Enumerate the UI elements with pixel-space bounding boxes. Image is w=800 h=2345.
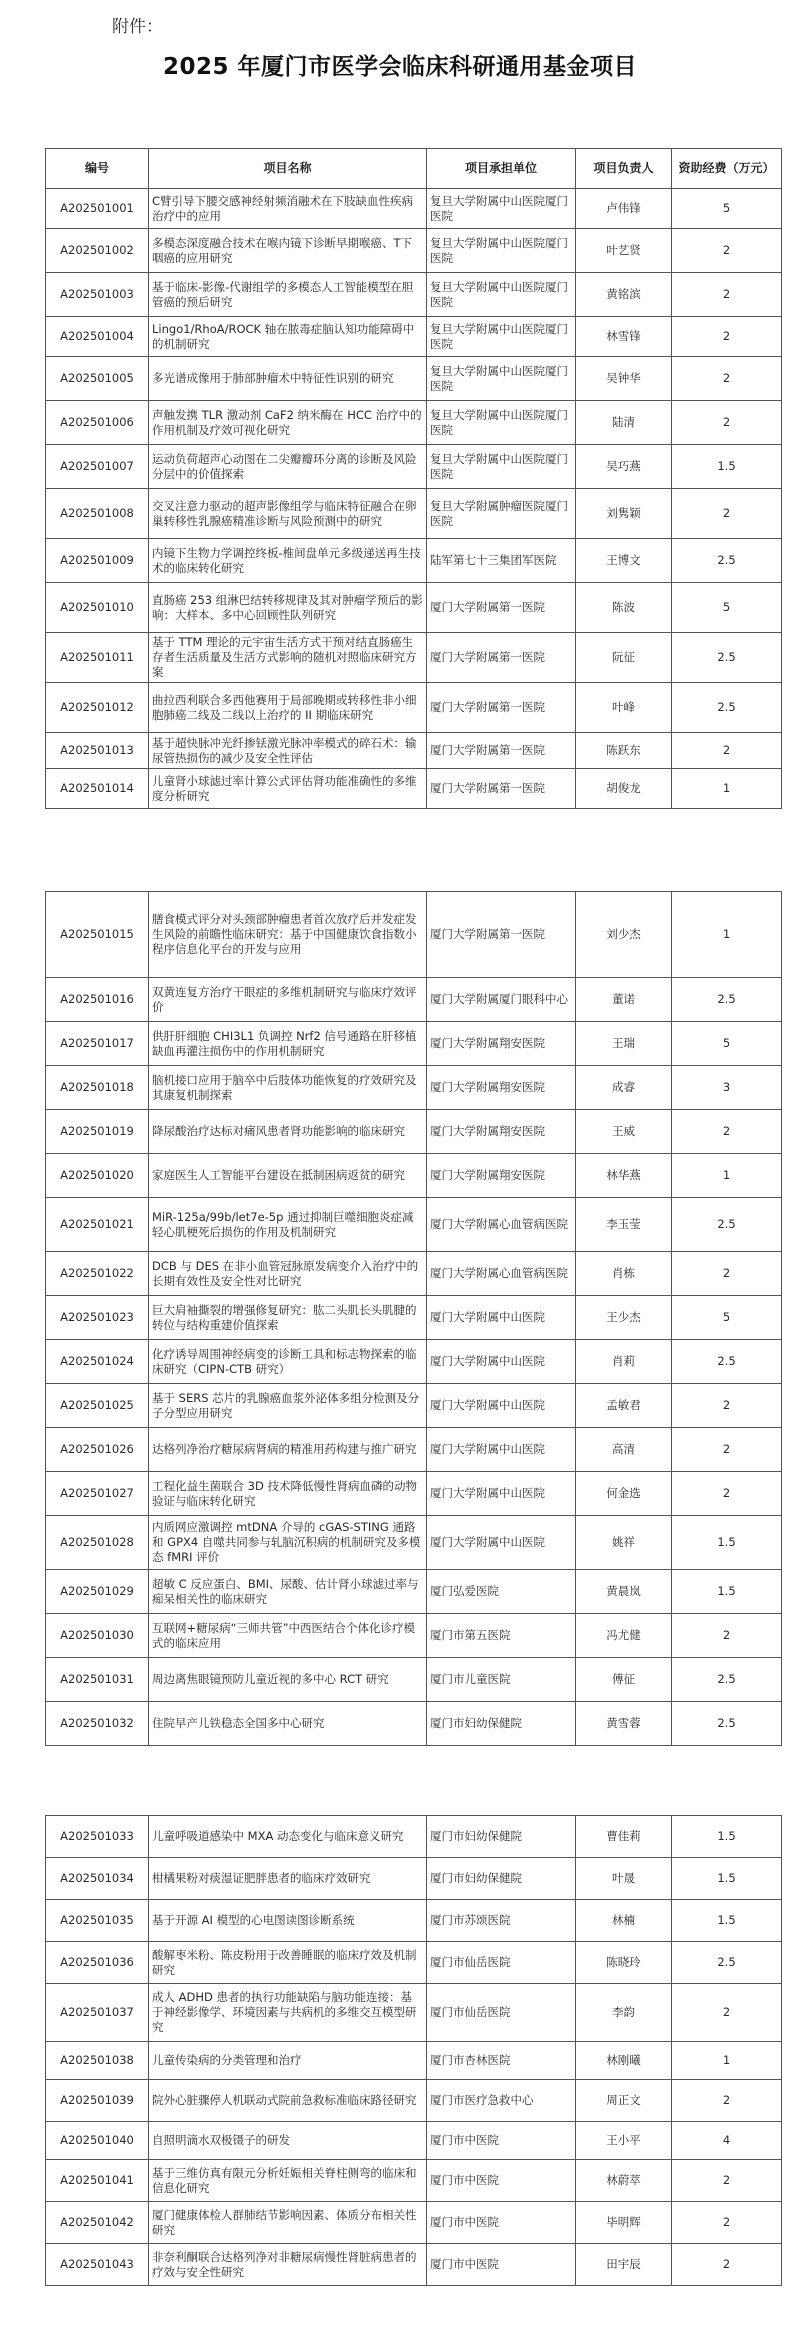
header-unit: 项目承担单位 bbox=[427, 149, 576, 189]
table-row bbox=[46, 583, 782, 633]
table-row bbox=[46, 2042, 782, 2080]
table-row bbox=[46, 1110, 782, 1154]
table-body bbox=[46, 189, 782, 809]
cell-fund: 5 bbox=[672, 1296, 782, 1340]
table-body bbox=[46, 1816, 782, 2286]
cell-code: A202501019 bbox=[46, 1110, 149, 1154]
table-row bbox=[46, 539, 782, 583]
cell-name: 运动负荷超声心动图在二尖瓣瓣环分离的诊断及风险分层中的价值探索 bbox=[149, 445, 427, 489]
cell-pi: 王威 bbox=[576, 1110, 672, 1154]
cell-name: 巨大肩袖撕裂的增强修复研究：肱二头肌长头肌腱的转位与结构重建价值探索 bbox=[149, 1296, 427, 1340]
cell-fund: 2 bbox=[672, 1472, 782, 1516]
cell-pi: 董诺 bbox=[576, 978, 672, 1022]
cell-pi: 毕明辉 bbox=[576, 2202, 672, 2244]
cell-pi: 傅征 bbox=[576, 1658, 672, 1702]
cell-unit: 厦门大学附属翔安医院 bbox=[427, 1110, 576, 1154]
cell-unit: 厦门市医疗急救中心 bbox=[427, 2080, 576, 2122]
cell-code: A202501024 bbox=[46, 1340, 149, 1384]
cell-pi: 李玉莹 bbox=[576, 1198, 672, 1252]
cell-code: A202501005 bbox=[46, 357, 149, 401]
cell-name: 声触发携 TLR 激动剂 CaF2 纳米酶在 HCC 治疗中的作用机制及疗效可视化研究 bbox=[149, 401, 427, 445]
cell-fund: 2 bbox=[672, 2244, 782, 2286]
cell-pi: 李韵 bbox=[576, 1984, 672, 2042]
table-row bbox=[46, 1900, 782, 1942]
cell-code: A202501001 bbox=[46, 189, 149, 229]
cell-code: A202501038 bbox=[46, 2042, 149, 2080]
cell-fund: 3 bbox=[672, 1066, 782, 1110]
cell-pi: 林刚曦 bbox=[576, 2042, 672, 2080]
cell-name: 多光谱成像用于肺部肿瘤术中特征性识别的研究 bbox=[149, 357, 427, 401]
table-row bbox=[46, 2160, 782, 2202]
cell-code: A202501027 bbox=[46, 1472, 149, 1516]
header-pi: 项目负责人 bbox=[576, 149, 672, 189]
cell-code: A202501007 bbox=[46, 445, 149, 489]
cell-name: 超敏 C 反应蛋白、BMI、尿酸、估计肾小球滤过率与痴呆相关性的临床研究 bbox=[149, 1570, 427, 1614]
cell-pi: 阮征 bbox=[576, 633, 672, 683]
cell-unit: 厦门大学附属心血管病医院 bbox=[427, 1252, 576, 1296]
cell-name: 内质网应激调控 mtDNA 介导的 cGAS-STING 通路和 GPX4 自噬共同参与轧脑沉积病的机制研究及多模态 fMRI 评价 bbox=[149, 1516, 427, 1570]
cell-fund: 2 bbox=[672, 357, 782, 401]
cell-pi: 成睿 bbox=[576, 1066, 672, 1110]
table-row bbox=[46, 401, 782, 445]
cell-pi: 肖莉 bbox=[576, 1340, 672, 1384]
cell-unit: 厦门大学附属翔安医院 bbox=[427, 1154, 576, 1198]
cell-fund: 1.5 bbox=[672, 1900, 782, 1942]
page-title: 2025 年厦门市医学会临床科研通用基金项目 bbox=[162, 54, 638, 80]
cell-name: 供肝肝细胞 CHI3L1 负调控 Nrf2 信号通路在肝移植缺血再灌注损伤中的作用机制研究 bbox=[149, 1022, 427, 1066]
cell-pi: 黄雪蓉 bbox=[576, 1702, 672, 1746]
cell-code: A202501030 bbox=[46, 1614, 149, 1658]
table-row bbox=[46, 1942, 782, 1984]
cell-unit: 厦门大学附属翔安医院 bbox=[427, 1066, 576, 1110]
cell-fund: 2 bbox=[672, 273, 782, 317]
cell-unit: 厦门市仙岳医院 bbox=[427, 1984, 576, 2042]
cell-fund: 2.5 bbox=[672, 633, 782, 683]
cell-pi: 叶晟 bbox=[576, 1858, 672, 1900]
cell-unit: 厦门大学附属中山医院 bbox=[427, 1472, 576, 1516]
cell-name: DCB 与 DES 在非小血管冠脉原发病变介入治疗中的长期有效性及安全性对比研究 bbox=[149, 1252, 427, 1296]
cell-pi: 姚祥 bbox=[576, 1516, 672, 1570]
cell-name: 基于三维仿真有限元分析妊娠相关脊柱侧弯的临床和信息化研究 bbox=[149, 2160, 427, 2202]
cell-code: A202501039 bbox=[46, 2080, 149, 2122]
cell-name: 降尿酸治疗达标对痛风患者肾功能影响的临床研究 bbox=[149, 1110, 427, 1154]
cell-code: A202501008 bbox=[46, 489, 149, 539]
cell-pi: 陈波 bbox=[576, 583, 672, 633]
cell-name: 直肠癌 253 组淋巴结转移规律及其对肿瘤学预后的影响：大样本、多中心回顾性队列研究 bbox=[149, 583, 427, 633]
cell-name: 双黄连复方治疗干眼症的多维机制研究与临床疗效评价 bbox=[149, 978, 427, 1022]
cell-unit: 厦门市妇幼保健院 bbox=[427, 1858, 576, 1900]
cell-code: A202501018 bbox=[46, 1066, 149, 1110]
cell-unit: 厦门大学附属第一医院 bbox=[427, 683, 576, 733]
cell-unit: 复旦大学附属中山医院厦门医院 bbox=[427, 357, 576, 401]
cell-code: A202501021 bbox=[46, 1198, 149, 1252]
cell-unit: 厦门大学附属中山医院 bbox=[427, 1428, 576, 1472]
table-row bbox=[46, 1022, 782, 1066]
cell-unit: 厦门大学附属翔安医院 bbox=[427, 1022, 576, 1066]
cell-unit: 厦门市妇幼保健院 bbox=[427, 1816, 576, 1858]
cell-fund: 2.5 bbox=[672, 683, 782, 733]
cell-name: 院外心脏骤停人机联动式院前急救标准临床路径研究 bbox=[149, 2080, 427, 2122]
cell-pi: 陈晓玲 bbox=[576, 1942, 672, 1984]
cell-unit: 厦门市妇幼保健院 bbox=[427, 1702, 576, 1746]
cell-fund: 5 bbox=[672, 1022, 782, 1066]
attachment-label: 附件： bbox=[112, 17, 163, 37]
cell-fund: 2 bbox=[672, 1110, 782, 1154]
cell-pi: 卢伟锋 bbox=[576, 189, 672, 229]
cell-code: A202501036 bbox=[46, 1942, 149, 1984]
header-fund: 资助经费（万元） bbox=[672, 149, 782, 189]
cell-fund: 4 bbox=[672, 2122, 782, 2160]
cell-name: 儿童肾小球滤过率计算公式评估肾功能准确性的多维度分析研究 bbox=[149, 769, 427, 809]
cell-fund: 1.5 bbox=[672, 1516, 782, 1570]
table-row bbox=[46, 683, 782, 733]
cell-name: 儿童传染病的分类管理和治疗 bbox=[149, 2042, 427, 2080]
cell-fund: 1 bbox=[672, 2042, 782, 2080]
cell-code: A202501004 bbox=[46, 317, 149, 357]
cell-name: 家庭医生人工智能平台建设在抵制困病返贫的研究 bbox=[149, 1154, 427, 1198]
table-row bbox=[46, 1658, 782, 1702]
cell-name: 化疗诱导周围神经病变的诊断工具和标志物探索的临床研究（CIPN-CTB 研究） bbox=[149, 1340, 427, 1384]
table-row bbox=[46, 1296, 782, 1340]
cell-name: 达格列净治疗糖尿病肾病的精准用药构建与推广研究 bbox=[149, 1428, 427, 1472]
cell-unit: 厦门市儿童医院 bbox=[427, 1658, 576, 1702]
cell-unit: 复旦大学附属中山医院厦门医院 bbox=[427, 229, 576, 273]
cell-name: 基于 TTM 理论的元宇宙生活方式干预对结直肠癌生存者生活质量及生活方式影响的随机对照临床研究方案 bbox=[149, 633, 427, 683]
cell-fund: 2.5 bbox=[672, 539, 782, 583]
cell-unit: 复旦大学附属中山医院厦门医院 bbox=[427, 445, 576, 489]
cell-code: A202501017 bbox=[46, 1022, 149, 1066]
table-row bbox=[46, 892, 782, 978]
table-row bbox=[46, 1984, 782, 2042]
cell-pi: 冯尤健 bbox=[576, 1614, 672, 1658]
cell-fund: 2 bbox=[672, 1984, 782, 2042]
table-row bbox=[46, 1816, 782, 1858]
cell-name: 基于临床-影像-代谢组学的多模态人工智能模型在胆管癌的预后研究 bbox=[149, 273, 427, 317]
cell-code: A202501043 bbox=[46, 2244, 149, 2286]
table-row bbox=[46, 1516, 782, 1570]
header-name: 项目名称 bbox=[149, 149, 427, 189]
cell-pi: 刘少杰 bbox=[576, 892, 672, 978]
cell-code: A202501041 bbox=[46, 2160, 149, 2202]
cell-pi: 黄晨岚 bbox=[576, 1570, 672, 1614]
table-row bbox=[46, 489, 782, 539]
cell-code: A202501029 bbox=[46, 1570, 149, 1614]
cell-code: A202501011 bbox=[46, 633, 149, 683]
cell-pi: 陆清 bbox=[576, 401, 672, 445]
cell-name: MiR-125a/99b/let7e-5p 通过抑制巨噬细胞炎症减轻心肌梗死后损伤的作用及机制研究 bbox=[149, 1198, 427, 1252]
cell-pi: 刘隽颖 bbox=[576, 489, 672, 539]
cell-fund: 2 bbox=[672, 2202, 782, 2244]
cell-name: 住院早产儿铁稳态全国多中心研究 bbox=[149, 1702, 427, 1746]
cell-unit: 厦门大学附属第一医院 bbox=[427, 633, 576, 683]
cell-name: 工程化益生菌联合 3D 技术降低慢性肾病血磷的动物验证与临床转化研究 bbox=[149, 1472, 427, 1516]
cell-code: A202501040 bbox=[46, 2122, 149, 2160]
cell-pi: 林楠 bbox=[576, 1900, 672, 1942]
cell-fund: 1 bbox=[672, 1154, 782, 1198]
cell-unit: 复旦大学附属中山医院厦门医院 bbox=[427, 317, 576, 357]
cell-name: 柑橘果粉对痰湿证肥胖患者的临床疗效研究 bbox=[149, 1858, 427, 1900]
cell-pi: 高清 bbox=[576, 1428, 672, 1472]
cell-unit: 厦门大学附属心血管病医院 bbox=[427, 1198, 576, 1252]
cell-fund: 2 bbox=[672, 1384, 782, 1428]
cell-unit: 复旦大学附属中山医院厦门医院 bbox=[427, 273, 576, 317]
cell-pi: 吴钟华 bbox=[576, 357, 672, 401]
header-code: 编号 bbox=[46, 149, 149, 189]
cell-unit: 复旦大学附属中山医院厦门医院 bbox=[427, 189, 576, 229]
cell-code: A202501003 bbox=[46, 273, 149, 317]
cell-fund: 2 bbox=[672, 2080, 782, 2122]
cell-fund: 1.5 bbox=[672, 445, 782, 489]
cell-pi: 孟敏君 bbox=[576, 1384, 672, 1428]
cell-fund: 2 bbox=[672, 1252, 782, 1296]
table-header-row bbox=[46, 149, 782, 189]
table-row bbox=[46, 189, 782, 229]
cell-name: 非奈利酮联合达格列净对非糖尿病慢性肾脏病患者的疗效与安全性研究 bbox=[149, 2244, 427, 2286]
cell-unit: 厦门市第五医院 bbox=[427, 1614, 576, 1658]
cell-unit: 厦门大学附属中山医院 bbox=[427, 1296, 576, 1340]
cell-code: A202501012 bbox=[46, 683, 149, 733]
table-row bbox=[46, 1570, 782, 1614]
table-row bbox=[46, 1154, 782, 1198]
cell-name: 脑机接口应用于脑卒中后肢体功能恢复的疗效研究及其康复机制探索 bbox=[149, 1066, 427, 1110]
cell-fund: 2 bbox=[672, 2160, 782, 2202]
cell-code: A202501009 bbox=[46, 539, 149, 583]
cell-fund: 2.5 bbox=[672, 1942, 782, 1984]
project-table-page-2 bbox=[45, 891, 782, 1746]
cell-fund: 2 bbox=[672, 317, 782, 357]
table-row bbox=[46, 633, 782, 683]
cell-unit: 厦门市杏林医院 bbox=[427, 2042, 576, 2080]
cell-unit: 厦门大学附属第一医院 bbox=[427, 769, 576, 809]
cell-pi: 胡俊龙 bbox=[576, 769, 672, 809]
cell-pi: 林蔚萃 bbox=[576, 2160, 672, 2202]
cell-code: A202501010 bbox=[46, 583, 149, 633]
cell-fund: 2 bbox=[672, 733, 782, 769]
cell-pi: 肖栋 bbox=[576, 1252, 672, 1296]
table-row bbox=[46, 2080, 782, 2122]
cell-code: A202501026 bbox=[46, 1428, 149, 1472]
project-table-page-3 bbox=[45, 1815, 782, 2286]
table-row bbox=[46, 273, 782, 317]
cell-code: A202501006 bbox=[46, 401, 149, 445]
table-row bbox=[46, 1384, 782, 1428]
cell-code: A202501016 bbox=[46, 978, 149, 1022]
cell-code: A202501042 bbox=[46, 2202, 149, 2244]
cell-unit: 厦门市中医院 bbox=[427, 2160, 576, 2202]
cell-unit: 厦门大学附属第一医院 bbox=[427, 733, 576, 769]
cell-code: A202501035 bbox=[46, 1900, 149, 1942]
cell-pi: 陈跃东 bbox=[576, 733, 672, 769]
table-row bbox=[46, 733, 782, 769]
cell-unit: 厦门市中医院 bbox=[427, 2202, 576, 2244]
cell-name: 儿童呼吸道感染中 MXA 动态变化与临床意义研究 bbox=[149, 1816, 427, 1858]
cell-pi: 吴巧燕 bbox=[576, 445, 672, 489]
cell-name: 曲拉西利联合多西他赛用于局部晚期或转移性非小细胞肺癌二线及二线以上治疗的 II 期临床研究 bbox=[149, 683, 427, 733]
cell-pi: 王少杰 bbox=[576, 1296, 672, 1340]
table-row bbox=[46, 1252, 782, 1296]
cell-name: Lingo1/RhoA/ROCK 轴在脓毒症脑认知功能障碍中的机制研究 bbox=[149, 317, 427, 357]
cell-unit: 复旦大学附属中山医院厦门医院 bbox=[427, 401, 576, 445]
table-row bbox=[46, 229, 782, 273]
cell-name: 互联网+糖尿病“三师共管”中西医结合个体化诊疗模式的临床应用 bbox=[149, 1614, 427, 1658]
table-row bbox=[46, 1066, 782, 1110]
cell-pi: 叶艺贤 bbox=[576, 229, 672, 273]
table-row bbox=[46, 1428, 782, 1472]
cell-name: 自照明滴水双极镊子的研发 bbox=[149, 2122, 427, 2160]
table-row bbox=[46, 2122, 782, 2160]
cell-code: A202501031 bbox=[46, 1658, 149, 1702]
cell-pi: 王博文 bbox=[576, 539, 672, 583]
table-row bbox=[46, 769, 782, 809]
cell-unit: 厦门大学附属第一医院 bbox=[427, 892, 576, 978]
cell-fund: 2.5 bbox=[672, 978, 782, 1022]
cell-code: A202501023 bbox=[46, 1296, 149, 1340]
cell-name: 内镜下生物力学调控终板-椎间盘单元多级递送再生技术的临床转化研究 bbox=[149, 539, 427, 583]
table-row bbox=[46, 1198, 782, 1252]
cell-name: 基于 SERS 芯片的乳腺癌血浆外泌体多组分检测及分子分型应用研究 bbox=[149, 1384, 427, 1428]
table-row bbox=[46, 1340, 782, 1384]
table-body bbox=[46, 892, 782, 1746]
cell-name: 成人 ADHD 患者的执行功能缺陷与脑功能连接：基于神经影像学、环境因素与共病机的多维交互模型研究 bbox=[149, 1984, 427, 2042]
cell-fund: 1.5 bbox=[672, 1858, 782, 1900]
cell-code: A202501013 bbox=[46, 733, 149, 769]
cell-pi: 周正文 bbox=[576, 2080, 672, 2122]
cell-name: 交叉注意力驱动的超声影像组学与临床特征融合在卵巢转移性乳腺癌精准诊断与风险预测中的研究 bbox=[149, 489, 427, 539]
cell-pi: 田宇辰 bbox=[576, 2244, 672, 2286]
cell-pi: 林华燕 bbox=[576, 1154, 672, 1198]
cell-fund: 2.5 bbox=[672, 1702, 782, 1746]
cell-unit: 厦门弘爱医院 bbox=[427, 1570, 576, 1614]
cell-code: A202501037 bbox=[46, 1984, 149, 2042]
cell-unit: 厦门市仙岳医院 bbox=[427, 1942, 576, 1984]
cell-fund: 2 bbox=[672, 1428, 782, 1472]
project-table-page-1 bbox=[45, 148, 782, 809]
cell-fund: 2.5 bbox=[672, 1658, 782, 1702]
cell-pi: 王小平 bbox=[576, 2122, 672, 2160]
cell-name: 周边离焦眼镜预防儿童近视的多中心 RCT 研究 bbox=[149, 1658, 427, 1702]
cell-fund: 5 bbox=[672, 583, 782, 633]
cell-unit: 厦门大学附属厦门眼科中心 bbox=[427, 978, 576, 1022]
cell-fund: 2.5 bbox=[672, 1340, 782, 1384]
table-row bbox=[46, 317, 782, 357]
cell-pi: 叶峰 bbox=[576, 683, 672, 733]
cell-code: A202501033 bbox=[46, 1816, 149, 1858]
cell-fund: 5 bbox=[672, 189, 782, 229]
table-row bbox=[46, 445, 782, 489]
cell-code: A202501028 bbox=[46, 1516, 149, 1570]
cell-name: C臂引导下腰交感神经射频消融术在下肢缺血性疾病治疗中的应用 bbox=[149, 189, 427, 229]
cell-pi: 曹佳莉 bbox=[576, 1816, 672, 1858]
cell-pi: 王瑞 bbox=[576, 1022, 672, 1066]
cell-fund: 2 bbox=[672, 401, 782, 445]
cell-unit: 陆军第七十三集团军医院 bbox=[427, 539, 576, 583]
table-row bbox=[46, 2202, 782, 2244]
cell-pi: 黄铭滨 bbox=[576, 273, 672, 317]
cell-name: 基于超快脉冲光纤掺铥激光脉冲率模式的碎石术：输尿管热损伤的减少及安全性评估 bbox=[149, 733, 427, 769]
cell-name: 酸解枣米粉、陈皮粉用于改善睡眠的临床疗效及机制研究 bbox=[149, 1942, 427, 1984]
cell-fund: 1.5 bbox=[672, 1816, 782, 1858]
cell-code: A202501022 bbox=[46, 1252, 149, 1296]
cell-code: A202501014 bbox=[46, 769, 149, 809]
table-row bbox=[46, 357, 782, 401]
cell-code: A202501034 bbox=[46, 1858, 149, 1900]
cell-unit: 厦门市中医院 bbox=[427, 2244, 576, 2286]
cell-fund: 1 bbox=[672, 892, 782, 978]
cell-code: A202501002 bbox=[46, 229, 149, 273]
cell-fund: 2.5 bbox=[672, 1198, 782, 1252]
cell-unit: 厦门市中医院 bbox=[427, 2122, 576, 2160]
cell-fund: 1.5 bbox=[672, 1570, 782, 1614]
cell-code: A202501020 bbox=[46, 1154, 149, 1198]
cell-fund: 2 bbox=[672, 489, 782, 539]
cell-unit: 厦门市苏颂医院 bbox=[427, 1900, 576, 1942]
cell-unit: 厦门大学附属中山医院 bbox=[427, 1340, 576, 1384]
cell-code: A202501015 bbox=[46, 892, 149, 978]
cell-code: A202501025 bbox=[46, 1384, 149, 1428]
cell-unit: 厦门大学附属第一医院 bbox=[427, 583, 576, 633]
cell-fund: 1 bbox=[672, 769, 782, 809]
table-row bbox=[46, 1614, 782, 1658]
cell-fund: 2 bbox=[672, 1614, 782, 1658]
cell-pi: 林雪锋 bbox=[576, 317, 672, 357]
cell-name: 多模态深度融合技术在喉内镜下诊断早期喉癌、T下咽癌的应用研究 bbox=[149, 229, 427, 273]
cell-unit: 厦门大学附属中山医院 bbox=[427, 1516, 576, 1570]
cell-name: 基于开源 AI 模型的心电图读图诊断系统 bbox=[149, 1900, 427, 1942]
table-row bbox=[46, 1858, 782, 1900]
cell-unit: 厦门大学附属中山医院 bbox=[427, 1384, 576, 1428]
cell-code: A202501032 bbox=[46, 1702, 149, 1746]
table-row bbox=[46, 1702, 782, 1746]
cell-pi: 何金选 bbox=[576, 1472, 672, 1516]
table-row bbox=[46, 978, 782, 1022]
cell-unit: 复旦大学附属肿瘤医院厦门医院 bbox=[427, 489, 576, 539]
cell-name: 膳食模式评分对头颈部肿瘤患者首次放疗后并发症发生风险的前瞻性临床研究：基于中国健康饮食指数小程序信息化平台的开发与应用 bbox=[149, 892, 427, 978]
table-row bbox=[46, 1472, 782, 1516]
table-row bbox=[46, 2244, 782, 2286]
cell-fund: 2 bbox=[672, 229, 782, 273]
cell-name: 厦门健康体检人群肺结节影响因素、体质分布相关性研究 bbox=[149, 2202, 427, 2244]
